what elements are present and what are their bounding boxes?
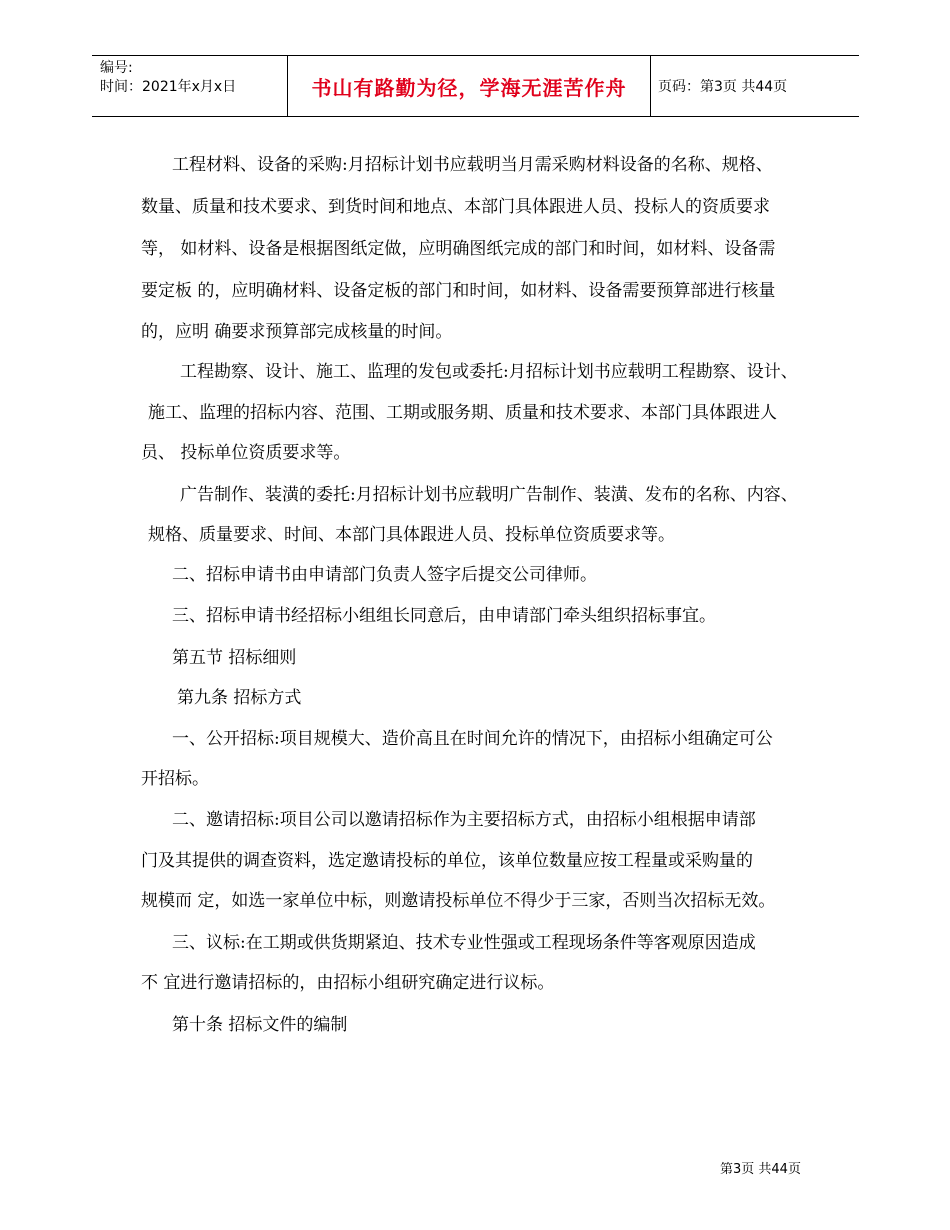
body-line: 数量、质量和技术要求、到货时间和地点、本部门具体跟进人员、投标人的资质要求 (141, 197, 770, 217)
body-line: 等， 如材料、设备是根据图纸定做，应明确图纸完成的部门和时间，如材料、设备需 (141, 239, 776, 259)
body-line: 一、公开招标:项目规模大、造价高且在时间允许的情况下，由招标小组确定可公 (172, 729, 773, 749)
body-line: 工程材料、设备的采购:月招标计划书应载明当月需采购材料设备的名称、规格、 (172, 155, 773, 175)
header-meta (100, 59, 290, 97)
body-line: 的，应明 确要求预算部完成核量的时间。 (141, 322, 453, 342)
body-line: 不 宜进行邀请招标的，由招标小组研究确定进行议标。 (141, 973, 555, 993)
body-line: 要定板 的，应明确材料、设备定板的部门和时间，如材料、设备需要预算部进行核量 (141, 281, 776, 301)
article-heading: 第九条 招标方式 (177, 688, 302, 708)
header-motto: 书山有路勤为径，学海无涯苦作舟 (311, 75, 627, 100)
body-line: 二、邀请招标:项目公司以邀请招标作为主要招标方式，由招标小组根据申请部 (172, 810, 756, 830)
header-page-number: 页码：第3页 共44页 (658, 79, 788, 95)
body-line: 门及其提供的调查资料，选定邀请投标的单位，该单位数量应按工程量或采购量的 (141, 851, 753, 871)
body-line: 规格、质量要求、时间、本部门具体跟进人员、投标单位资质要求等。 (148, 525, 675, 545)
body-line: 员、 投标单位资质要求等。 (141, 443, 351, 463)
section-heading: 第五节 招标细则 (172, 648, 297, 668)
header-motto-cell (287, 56, 651, 116)
article-heading: 第十条 招标文件的编制 (172, 1015, 348, 1035)
page-footer: 第3页 共44页 (720, 1162, 801, 1177)
document-time-label: 时间：2021年x月x日 (100, 79, 237, 95)
body-line: 规模而 定，如选一家单位中标，则邀请投标单位不得少于三家，否则当次招标无效。 (141, 891, 776, 911)
body-line: 三、议标:在工期或供货期紧迫、技术专业性强或工程现场条件等客观原因造成 (172, 933, 756, 953)
body-line: 三、招标申请书经招标小组组长同意后，由申请部门牵头组织招标事宜。 (172, 606, 716, 626)
page-header (92, 55, 859, 117)
body-line: 二、招标申请书由申请部门负责人签字后提交公司律师。 (172, 565, 597, 585)
body-line: 开招标。 (141, 769, 209, 789)
body-line: 广告制作、装潢的委托:月招标计划书应载明广告制作、装潢、发布的名称、内容、 (180, 485, 798, 505)
body-line: 施工、监理的招标内容、范围、工期或服务期、质量和技术要求、本部门具体跟进人 (148, 403, 777, 423)
body-line: 工程勘察、设计、施工、监理的发包或委托:月招标计划书应载明工程勘察、设计、 (180, 362, 798, 382)
document-number-label: 编号: (100, 60, 133, 76)
